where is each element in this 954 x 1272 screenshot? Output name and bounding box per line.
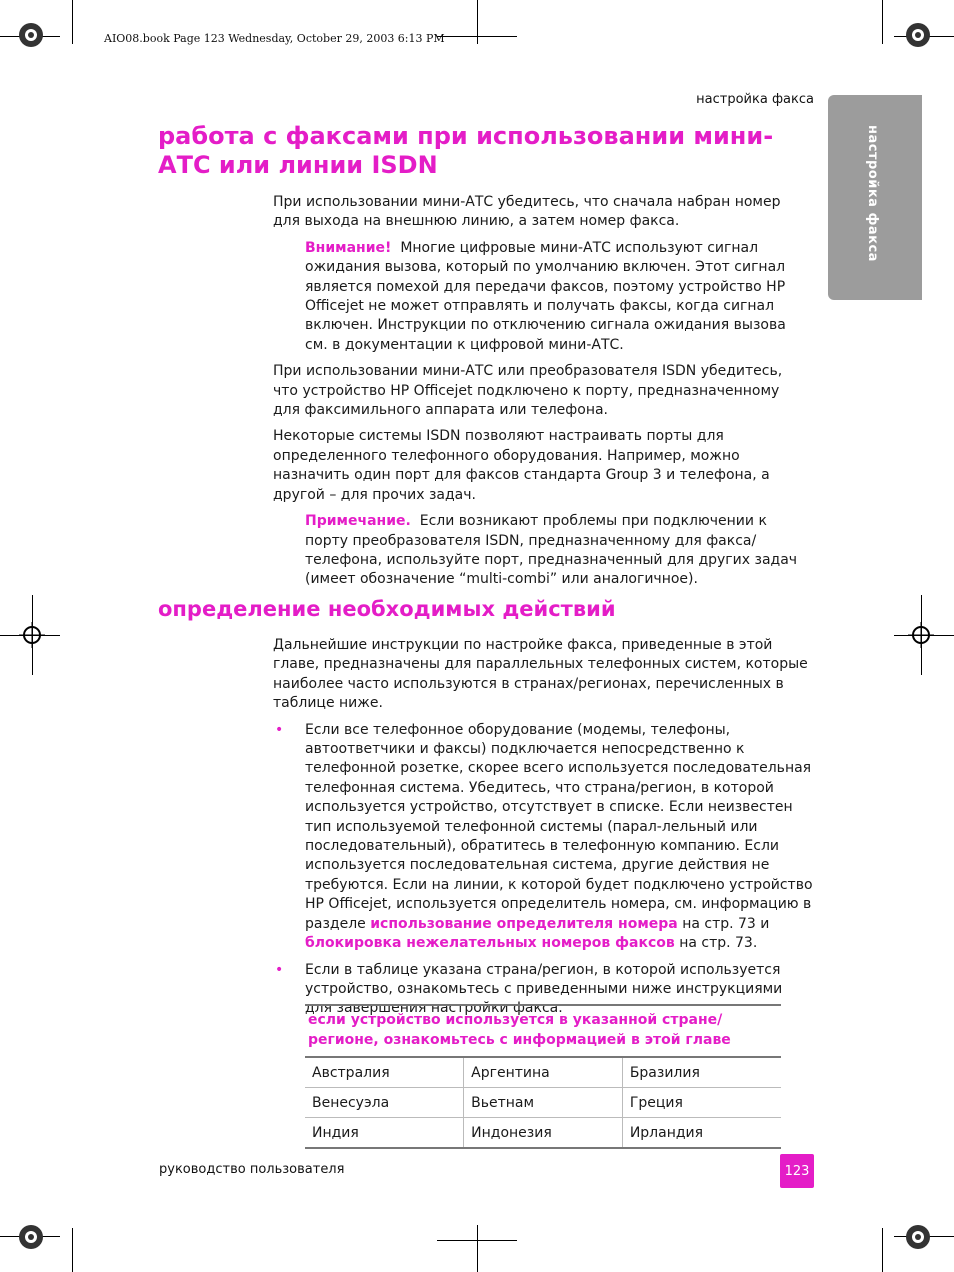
side-tab-label: настройка факса — [865, 125, 880, 262]
country-table — [305, 1004, 781, 1149]
table — [305, 1058, 781, 1149]
list-item-text: Если все телефонное оборудование (модемы, телефоны, автоответчики и факсы) подключается непосредственно к телефонной розетке, скорее всего используется последовательная телефонная система. Убедитесь, что страна/регион, в которой используется устройство, отсутствует в списке. Если неизвестен тип используемой телефонной системы (парал-лельный или последовательный), обратитесь в телефонную компанию. Если используется последовательная система, другие действия не требуются. Если на линии, к которой будет подключено устройство HP Officejet, используется определитель номера, см. информацию в разделе — [305, 721, 813, 932]
section-title: определение необходимых действий — [158, 597, 616, 621]
list-item-text: Если в таблице указана страна/регион, в которой используется устройство, ознакомьтесь с приведенными ниже инструкциями для завершения настройки факса. — [305, 961, 783, 1017]
link-caller-id[interactable]: использование определителя номера — [370, 915, 678, 932]
bullet-icon: • — [275, 961, 284, 978]
registration-mark-icon — [905, 22, 931, 48]
running-head: настройка факса — [696, 92, 814, 107]
paragraph: Дальнейшие инструкции по настройке факса, приведенные в этой главе, предназначены для параллельных телефонных систем, которые наиболее часто используются в странах/регионах, перечисленных в таблице ниже. — [273, 637, 808, 712]
section1-body — [273, 193, 808, 590]
table-cell: Греция — [622, 1088, 781, 1118]
crosshair-icon — [908, 622, 934, 648]
table-row — [305, 1088, 781, 1118]
paragraph: При использовании мини-АТС убедитесь, что сначала набран номер для выхода на внешнюю линию, а затем номер факса. — [273, 194, 781, 230]
paragraph: При использовании мини-АТС или преобразователя ISDN убедитесь, что устройство HP Officejet подключено к порту, предназначенному для факсимильного аппарата или телефона. — [273, 363, 783, 419]
table-cell: Вьетнам — [464, 1088, 623, 1118]
table-heading: если устройство используется в указанной стране/регионе, ознакомьтесь с информацией в этой главе — [305, 1004, 781, 1058]
paragraph: Некоторые системы ISDN позволяют настраивать порты для определенного телефонного оборудования. Например, можно назначить один порт для факсов стандарта Group 3 и телефона, а другой – для прочих задач. — [273, 428, 770, 503]
footer-text: руководство пользователя — [159, 1162, 345, 1177]
table-cell: Австралия — [305, 1058, 464, 1088]
table-cell: Индонезия — [464, 1118, 623, 1149]
section-title: работа с факсами при использовании мини-АТС или линии ISDN — [158, 122, 774, 179]
warning-text: Многие цифровые мини-АТС используют сигнал ожидания вызова, который по умолчанию включен. Этот сигнал является помехой для передачи факсов, поэтому устройство HP Officejet не может отправлять и получать факсы, когда сигнал включен. Инструкции по отключению сигнала ожидания вызова см. в документации к цифровой мини-АТС. — [305, 239, 786, 353]
bullet-icon: • — [275, 721, 284, 738]
warning-label: Внимание! — [305, 239, 392, 256]
table-cell: Венесуэла — [305, 1088, 464, 1118]
table-row — [305, 1118, 781, 1149]
warning-note — [305, 239, 808, 355]
registration-mark-icon — [905, 1224, 931, 1250]
link-block-junk-fax[interactable]: блокировка нежелательных номеров факсов — [305, 935, 675, 952]
section2-body — [273, 636, 813, 1019]
registration-mark-icon — [18, 1224, 44, 1250]
page-number: 123 — [780, 1154, 814, 1188]
side-tab — [828, 95, 922, 300]
table-cell: Бразилия — [622, 1058, 781, 1088]
note — [305, 512, 808, 590]
crosshair-icon — [19, 622, 45, 648]
list-item-text: на стр. 73. — [679, 935, 758, 952]
bullet-list — [275, 721, 813, 1019]
registration-mark-icon — [18, 22, 44, 48]
list-item — [275, 721, 813, 954]
table-cell: Индия — [305, 1118, 464, 1149]
table-row — [305, 1058, 781, 1088]
file-info: AIO08.book Page 123 Wednesday, October 29, 2003 6:13 PM — [104, 32, 445, 45]
table-cell: Ирландия — [622, 1118, 781, 1149]
note-text: Если возникают проблемы при подключении к порту преобразователя ISDN, предназначенному для факса/телефона, используйте порт, предназначенный для других задач (имеет обозначение “multi-combi” или аналогичное). — [305, 513, 798, 588]
table-cell: Аргентина — [464, 1058, 623, 1088]
list-item-text: на стр. 73 и — [682, 915, 770, 932]
note-label: Примечание. — [305, 513, 411, 530]
